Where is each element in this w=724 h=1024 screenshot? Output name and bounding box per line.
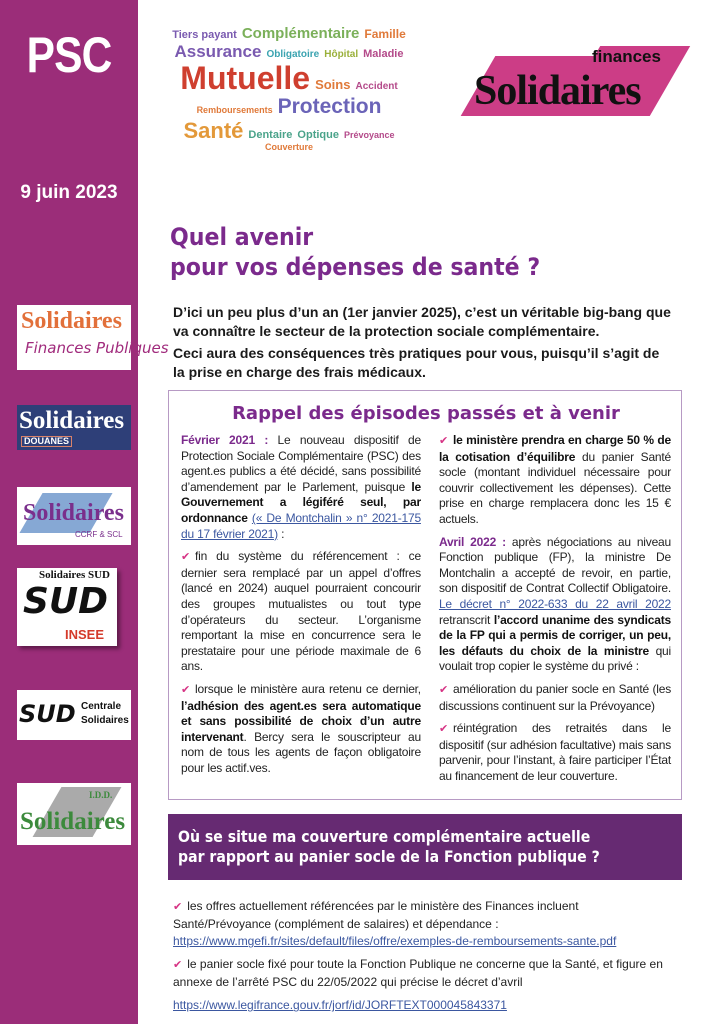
intro-paragraph: Ceci aura des conséquences très pratiques pour vous, puisqu’il s’agit de la prise en charge des frais médicaux. [173, 345, 660, 380]
logo-subtext: finances [592, 47, 661, 66]
check-icon: ✔ [173, 901, 183, 914]
bold-text: l’accord unanime des syndicats de la FP qui a permis de corriger, un peu, les défauts du choix de la ministre [438, 612, 671, 658]
cloud-word: Famille [364, 27, 406, 41]
cloud-word: Accident [355, 80, 398, 92]
intro [173, 303, 673, 382]
paragraph-feb-2021 [181, 433, 421, 542]
logo-solidaires-idd [17, 783, 131, 845]
logo-text: Solidaires [23, 500, 124, 526]
sidebar [0, 0, 169, 1024]
bold-text: l’adhésion des agent.es sera automatique et sans possibilité de choix d’un autre intervenant [181, 698, 421, 744]
check-icon: ✔ [438, 723, 448, 736]
logo-solidaires-douanes [17, 405, 131, 450]
cloud-word: Soins [315, 76, 351, 92]
title-line-1: Quel avenir [170, 223, 314, 251]
text: les offres actuellement référencées par le ministère des Finances incluent Santé/Prévoyance (complément de salaires) et dépendance : [173, 899, 579, 932]
bullet-item [439, 433, 671, 528]
text: retranscrit [438, 612, 494, 627]
timeline-box [168, 390, 682, 800]
check-icon: ✔ [181, 551, 191, 564]
logo-sud-insee [17, 568, 117, 646]
text: réintégration des retraités dans le dispositif (sur adhésion facultative) mais sans parvenir, pour l’instant, à faire participer l’État au financement de leur couverture. [438, 721, 671, 783]
document-date: 9 juin 2023 [20, 182, 118, 203]
text: amélioration du panier socle en Santé (les discussions continuent sur la Prévoyance) [438, 681, 671, 713]
document-title: PSC [26, 27, 112, 83]
logo-solidaires-ccrf [17, 487, 131, 545]
bullet-item [439, 721, 671, 784]
cloud-word: Mutuelle [180, 59, 311, 96]
cloud-word: Tiers payant [172, 29, 237, 41]
cloud-word: Santé [183, 118, 244, 144]
mgefi-link[interactable]: https://www.mgefi.fr/sites/default/files/offre/exemples-de-remboursements-sante.pdf [173, 934, 617, 949]
check-icon: ✔ [438, 435, 448, 447]
main-content [168, 303, 682, 1020]
cloud-word: Couverture [264, 142, 313, 153]
cloud-word: Protection [277, 95, 382, 119]
cloud-word: Remboursements [196, 105, 273, 116]
ordonnance-link[interactable]: (« De Montchalin » n° 2021-175 du 17 février 2021) [181, 510, 421, 541]
page-title [170, 222, 540, 282]
bold-text: le ministère prendra en charge 50 % de la cotisation d’équilibre [438, 433, 671, 464]
cloud-word: Optique [297, 129, 339, 142]
text: Le nouveau dispositif de Protection Sociale Complémentaire (PSC) des agent.es publics a été décidé, sans possibilité d’amendement par le Parlement, puisque [181, 433, 421, 494]
resources-list [173, 898, 673, 1014]
title-line-2: pour vos dépenses de santé ? [170, 253, 541, 281]
check-icon: ✔ [173, 959, 183, 972]
word-cloud-image [168, 26, 410, 153]
logo-subtext: Finances Publiques [25, 339, 169, 357]
text: qui voulait trop copier le système du privé : [438, 643, 671, 674]
bullet-item [181, 682, 421, 777]
logo-subtext: I.D.D. [89, 790, 113, 800]
text: après négociations au niveau Fonction publique (FP), la ministre De Montchalin a accepté de revoir, en partie, son dispositif de Contrat Collectif Obligatoire. [438, 534, 671, 596]
solidaires-finances-logo [470, 46, 685, 124]
logo-text: Solidaires [20, 808, 126, 835]
text: le panier socle fixé pour toute la Fonction Publique ne concerne que la Santé, et figure en annexe de l’arrêté PSC du 22/05/2022 qui précise le décret d’avril [173, 957, 663, 990]
date-label: Avril 2022 : [438, 534, 506, 549]
date-label: Février 2021 : [181, 433, 269, 447]
logo-sud-centrale [17, 690, 131, 740]
text: : [277, 526, 285, 541]
logo-text: Solidaires [474, 68, 641, 114]
logo-subtext: CCRF & SCL [75, 530, 123, 539]
text: fin du système du référencement : ce dernier sera remplacé par un appel d’offres (lancé en 2024) auquel pourraient concourir des groupes mutualistes ou tout type d’opérateurs du secteur. L’organisme remportant la mise en concurrence sera le prestataire pour une période maximale de 6 ans. [181, 549, 421, 674]
logo-subtext: Centrale Solidaires [81, 701, 129, 726]
banner-line-2: par rapport au panier socle de la Fonction publique ? [178, 847, 600, 867]
cloud-word: Maladie [363, 47, 404, 60]
bullet-item [181, 549, 421, 675]
bullet-item [439, 682, 671, 714]
sud-mark: SUD [23, 581, 109, 622]
cloud-word: Assurance [174, 41, 262, 61]
right-column [439, 433, 671, 791]
section-banner [168, 814, 682, 880]
text: du panier Santé socle (montant individuel nécessaire pour couvrir collectivement les dépenses). Cette prise en charge remplacera donc les 15 € actuels. [438, 449, 671, 526]
list-item [173, 898, 673, 950]
logo-text: Solidaires SUD [39, 569, 111, 581]
logo-text: SUD [19, 700, 76, 728]
cloud-word: Hôpital [324, 48, 359, 60]
text: . Bercy sera le souscripteur au nom de tous les agents de façon obligatoire pour les actif.ves. [181, 729, 421, 775]
logo-text: Solidaires [21, 308, 122, 334]
logo-subtext: INSEE [65, 627, 105, 642]
cloud-word: Dentaire [248, 129, 293, 142]
cloud-word: Obligatoire [266, 48, 320, 60]
left-column [181, 433, 421, 791]
check-icon: ✔ [438, 683, 448, 696]
text: lorsque le ministère aura retenu ce dernier, [195, 681, 421, 696]
banner-line-1: Où se situe ma couverture complémentaire actuelle [178, 827, 591, 847]
intro-paragraph: D’ici un peu plus d’un an (1er janvier 2025), c’est un véritable big-bang que va connaître le secteur de la protection sociale complémentaire. [173, 304, 671, 339]
legifrance-link[interactable]: https://www.legifrance.gouv.fr/jorf/id/JORFTEXT000045843371 [173, 998, 507, 1013]
check-icon: ✔ [181, 683, 191, 696]
bold-text: le Gouvernement a légiféré seul, par ordonnance [181, 479, 421, 525]
list-item [173, 997, 673, 1014]
paragraph-apr-2022 [439, 535, 671, 675]
cloud-word: Prévoyance [343, 130, 395, 141]
box-heading: Rappel des épisodes passés et à venir [232, 403, 620, 424]
decret-link[interactable]: Le décret n° 2022-633 du 22 avril 2022 [438, 596, 671, 611]
logo-subtext: DOUANES [21, 436, 72, 447]
list-item [173, 956, 673, 991]
logo-text: Solidaires [19, 407, 125, 434]
logo-solidaires-finances-publiques [17, 305, 169, 370]
cloud-word: Complémentaire [241, 25, 360, 42]
